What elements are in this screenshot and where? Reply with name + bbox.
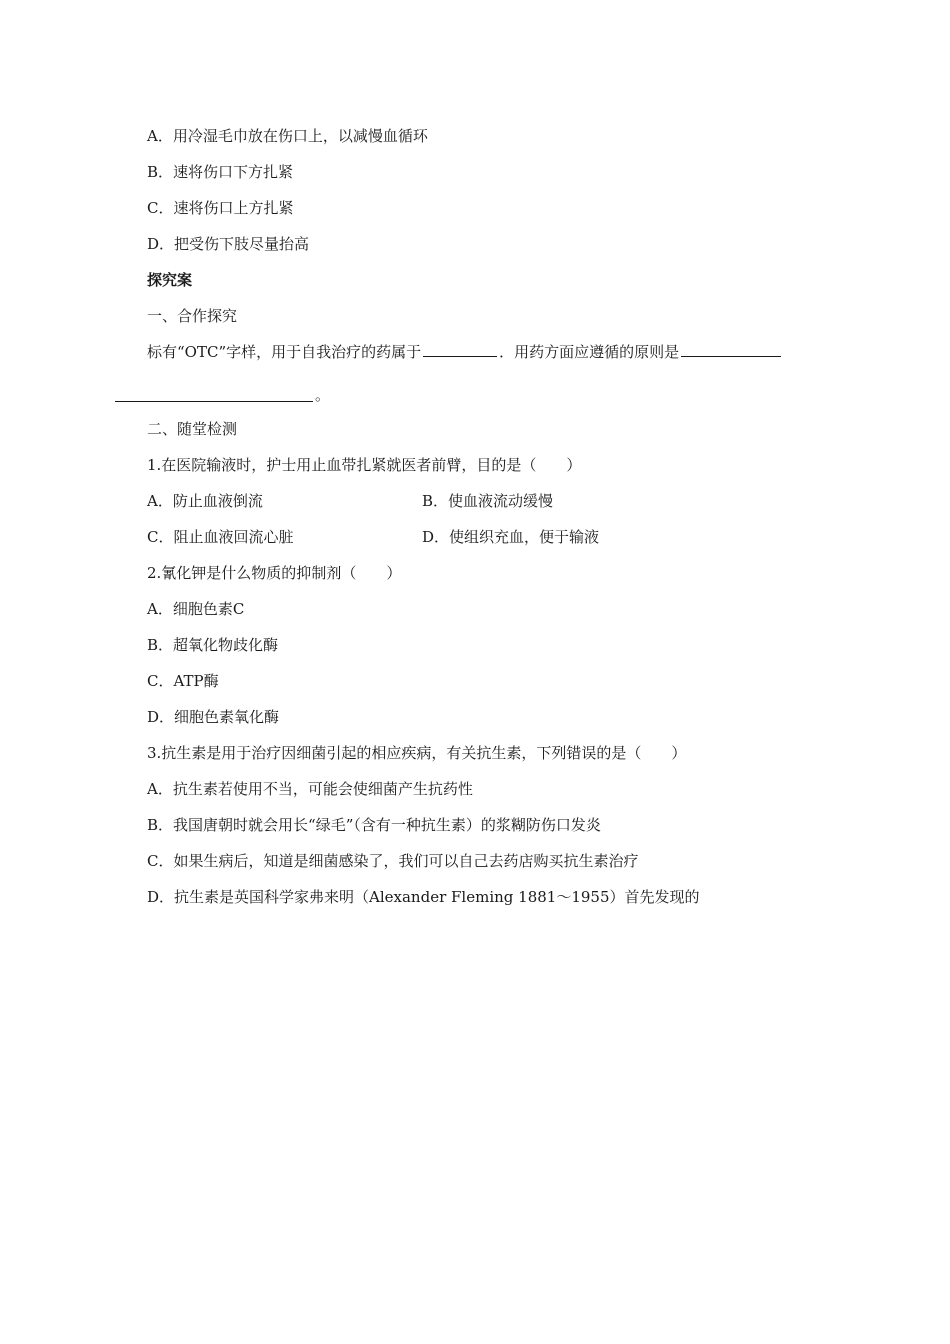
q3-option-c: C．如果生病后，知道是细菌感染了，我们可以自己去药店购买抗生素治疗 — [147, 852, 639, 870]
q1-option-a: A．防止血液倒流 — [147, 492, 263, 510]
fill-blank-2[interactable] — [681, 342, 781, 357]
q1-option-d: D．使组织充血，便于输液 — [422, 528, 600, 546]
q3-option-b: B．我国唐朝时就会用长“绿毛”（含有一种抗生素）的浆糊防伤口发炎 — [147, 816, 601, 834]
fill-end-mark: 。 — [315, 386, 331, 404]
fill-blank-2-continued[interactable] — [115, 401, 313, 402]
q2-stem: 2.氰化钾是什么物质的抑制剂（ ） — [147, 564, 402, 582]
prev-option-d: D．把受伤下肢尽量抬高 — [147, 235, 310, 253]
part1-title: 一、合作探究 — [147, 307, 238, 325]
prev-option-a: A．用冷湿毛巾放在伤口上，以减慢血循环 — [147, 127, 428, 145]
prev-option-b: B．速将伤口下方扎紧 — [147, 163, 294, 181]
fill-text-2: ．用药方面应遵循的原则是 — [499, 343, 680, 361]
q1-option-c: C．阻止血液回流心脏 — [147, 528, 294, 546]
q1-stem: 1.在医院输液时，护士用止血带扎紧就医者前臂，目的是（ ） — [147, 456, 582, 474]
q3-option-a: A．抗生素若使用不当，可能会使细菌产生抗药性 — [147, 780, 473, 798]
q1-option-b: B．使血液流动缓慢 — [422, 492, 554, 510]
q2-option-d: D．细胞色素氧化酶 — [147, 708, 280, 726]
q3-option-d: D．抗生素是英国科学家弗来明（Alexander Fleming 1881～1955）首先发现的 — [147, 888, 700, 906]
fill-in-question — [147, 342, 781, 362]
q1-row-cd — [147, 527, 600, 547]
q2-option-c: C．ATP酶 — [147, 672, 219, 690]
prev-option-c: C．速将伤口上方扎紧 — [147, 199, 294, 217]
q1-row-ab — [147, 491, 554, 511]
section-title: 探究案 — [147, 271, 193, 289]
fill-text-1: 标有“OTC”字样，用于自我治疗的药属于 — [147, 343, 422, 361]
q3-stem: 3.抗生素是用于治疗因细菌引起的相应疾病，有关抗生素，下列错误的是（ ） — [147, 744, 687, 762]
q2-option-b: B．超氧化物歧化酶 — [147, 636, 279, 654]
part2-title: 二、随堂检测 — [147, 420, 238, 438]
q2-option-a: A．细胞色素C — [147, 600, 245, 618]
fill-blank-1[interactable] — [423, 342, 497, 357]
